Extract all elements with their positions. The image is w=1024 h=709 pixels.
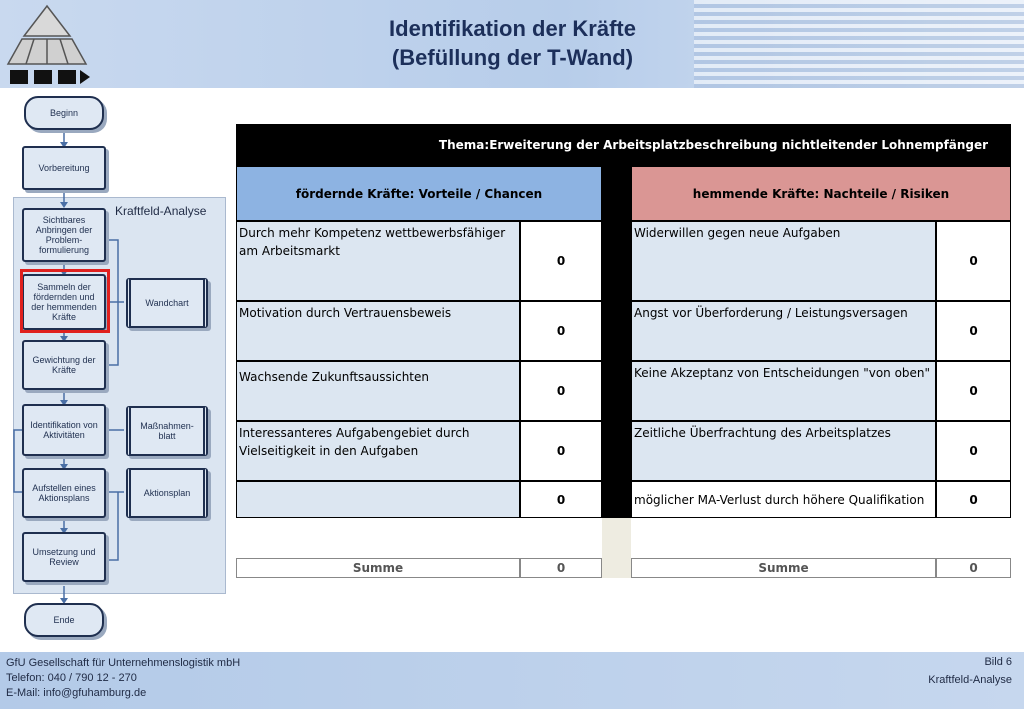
sum-right <box>936 558 1011 578</box>
flow-step-aktionsplan-label: Aktionsplan <box>143 488 191 498</box>
right-force-value: 0 <box>936 221 1011 301</box>
flow-step-aktionsplan <box>126 468 208 518</box>
thema-header <box>236 124 1011 166</box>
left-header <box>236 166 602 221</box>
right-force-value: 0 <box>936 481 1011 518</box>
flow-step-gewichtung <box>22 340 106 390</box>
left-force-value: 0 <box>520 361 602 421</box>
left-force-value: 0 <box>520 221 602 301</box>
flow-step-ende <box>24 603 104 637</box>
flow-step-aufstellen-label: Aufstellen eines Aktionsplans <box>32 483 96 503</box>
footer-company: GfU Gesellschaft für Unternehmenslogistik mbH <box>6 657 241 669</box>
left-force-text: Durch mehr Kompetenz wettbewerbsfähiger am Arbeitsmarkt <box>236 221 520 301</box>
right-force-text: möglicher MA-Verlust durch höhere Qualifikation <box>631 481 936 518</box>
footer-phone: Telefon: 040 / 790 12 - 270 <box>6 672 137 684</box>
footer-slide-number: Bild 6 <box>984 656 1012 668</box>
footer-bar <box>0 652 1024 709</box>
flow-step-ende-label: Ende <box>53 615 75 625</box>
left-force-text: Interessanteres Aufgabengebiet durch Vielseitigkeit in den Aufgaben <box>236 421 520 481</box>
flow-step-wandchart-label: Wandchart <box>145 298 189 308</box>
flow-step-umsetzung-label: Umsetzung und Review <box>32 547 96 567</box>
sum-label-left <box>236 558 520 578</box>
flow-step-gewichtung-label: Gewichtung der Kräfte <box>32 355 96 375</box>
right-force-text: Angst vor Überforderung / Leistungsversagen <box>631 301 936 361</box>
right-force-text: Widerwillen gegen neue Aufgaben <box>631 221 936 301</box>
footer-email: E-Mail: info@gfuhamburg.de <box>6 687 147 699</box>
flow-step-wandchart <box>126 278 208 328</box>
flow-step-massnahmen-label: Maßnahmen-blatt <box>140 421 194 441</box>
page-title-line2: (Befüllung der T-Wand) <box>391 45 634 70</box>
left-header-text: fördernde Kräfte: Vorteile / Chancen <box>295 186 543 201</box>
left-force-text: Wachsende Zukunftsaussichten <box>236 361 520 421</box>
divider-gap <box>602 518 631 578</box>
flow-step-umsetzung <box>22 532 106 582</box>
right-force-value: 0 <box>936 361 1011 421</box>
left-force-value: 0 <box>520 301 602 361</box>
right-force-text: Keine Akzeptanz von Entscheidungen "von oben" <box>631 361 936 421</box>
sum-label-left-text: Summe <box>352 561 404 575</box>
flow-step-massnahmen <box>126 406 208 456</box>
left-force-value: 0 <box>520 421 602 481</box>
right-force-value: 0 <box>936 421 1011 481</box>
page-title <box>240 14 785 72</box>
footer-section: Kraftfeld-Analyse <box>928 674 1012 686</box>
current-step-highlight <box>20 269 110 333</box>
flow-step-beginn-label: Beginn <box>49 108 79 118</box>
page-title-line1: Identifikation der Kräfte <box>389 16 636 41</box>
left-force-text <box>236 481 520 518</box>
thema-text: Thema:Erweiterung der Arbeitsplatzbeschreibung nichtleitender Lohnempfänger <box>438 138 989 152</box>
sum-left <box>520 558 602 578</box>
flow-step-sammeln-label: Sammeln der fördernden und der hemmenden Kräfte <box>31 282 97 322</box>
flow-step-aufstellen <box>22 468 106 518</box>
sum-label-right <box>631 558 936 578</box>
flow-step-sichtbares <box>22 208 106 262</box>
flow-step-identifikation <box>22 404 106 456</box>
flow-step-beginn <box>24 96 104 130</box>
left-force-value: 0 <box>520 481 602 518</box>
sum-left-text: 0 <box>556 561 566 575</box>
flow-step-sichtbares-label: Sichtbares Anbringen der Problem-formulierung <box>35 215 93 255</box>
flow-step-vorbereitung <box>22 146 106 190</box>
right-force-value: 0 <box>936 301 1011 361</box>
divider-column <box>602 166 631 518</box>
right-force-text: Zeitliche Überfrachtung des Arbeitsplatzes <box>631 421 936 481</box>
flow-step-vorbereitung-label: Vorbereitung <box>38 163 90 173</box>
sum-right-text: 0 <box>969 561 978 575</box>
right-header-text: hemmende Kräfte: Nachteile / Risiken <box>692 186 950 201</box>
logo-icon <box>4 4 96 88</box>
left-force-text: Motivation durch Vertrauensbeweis <box>236 301 520 361</box>
flow-step-identifikation-label: Identifikation von Aktivitäten <box>30 420 98 440</box>
sum-label-right-text: Summe <box>758 561 809 575</box>
kraftfeld-panel-label: Kraftfeld-Analyse <box>115 204 207 218</box>
right-header <box>631 166 1011 221</box>
